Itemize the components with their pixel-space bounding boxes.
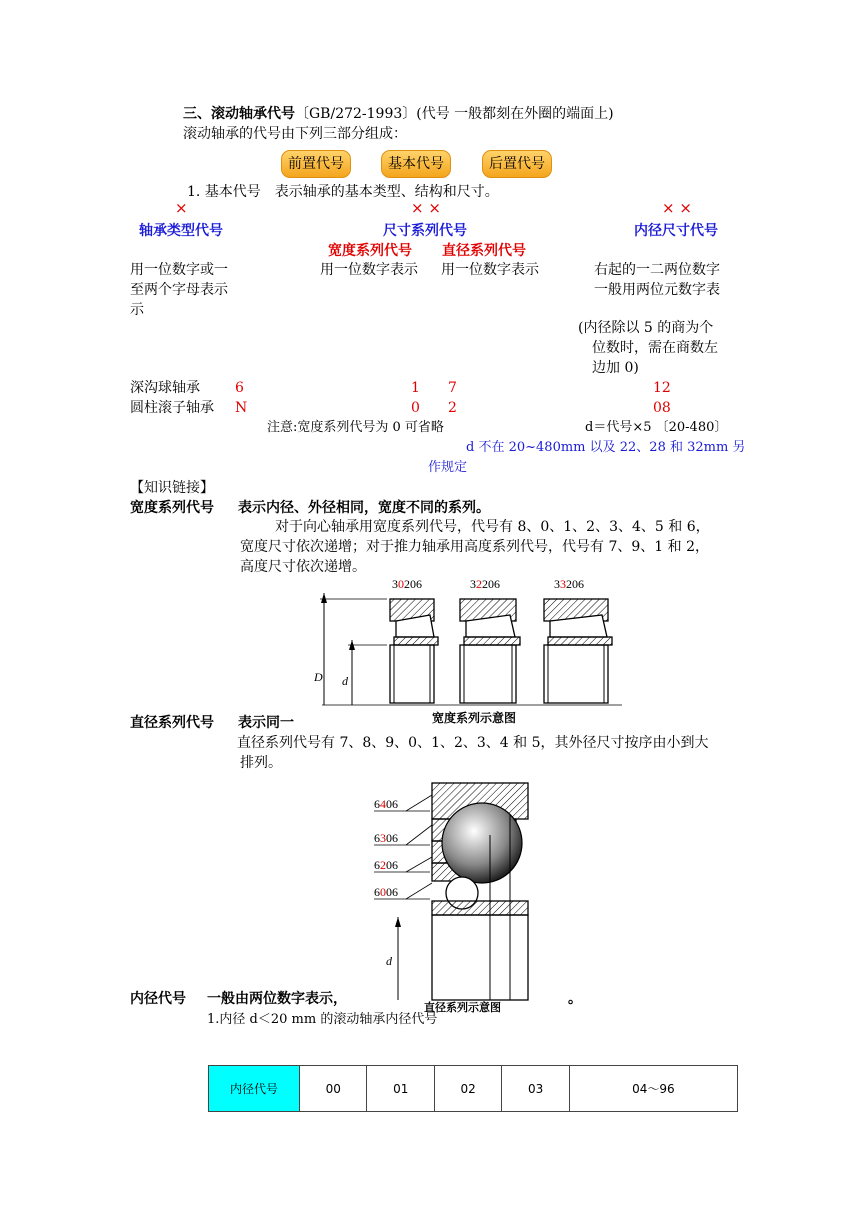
bearing-33206 xyxy=(544,599,612,703)
example-width: 1 xyxy=(411,380,420,396)
table-cell: 03 xyxy=(502,1066,569,1112)
bore-code-table xyxy=(208,1065,738,1112)
diameter-desc: 用一位数字表示 xyxy=(441,262,539,278)
bearing-30206 xyxy=(390,599,438,703)
width-figure-caption: 宽度系列示意图 xyxy=(432,711,517,725)
diameter-series-label: 直径系列代号 xyxy=(130,715,214,731)
example-name: 圆柱滚子轴承 xyxy=(130,400,214,416)
bore-code-label: 内径代号 xyxy=(130,991,186,1007)
diameter-figure-caption: 直径系列示意图 xyxy=(424,1001,501,1014)
diameter-code-3: 6206 xyxy=(374,858,398,872)
table-header-cell: 内径代号 xyxy=(209,1066,300,1112)
basic-code-box: 基本代号 xyxy=(381,150,451,178)
width-code-title: 宽度系列代号 xyxy=(328,243,412,259)
bearing-32206 xyxy=(460,599,520,703)
outer-diameter-label: D xyxy=(314,670,323,684)
type-desc-1: 用一位数字或一 xyxy=(130,262,228,278)
size-code-title: 尺寸系列代号 xyxy=(383,223,467,239)
example-type: 6 xyxy=(235,380,244,396)
diameter-series-body-2: 排列。 xyxy=(240,755,282,771)
example-diameter: 7 xyxy=(448,380,457,396)
table-row xyxy=(209,1066,738,1112)
bore-note-2: 位数时，需在商数左 xyxy=(592,340,718,356)
suffix-code-box: 后置代号 xyxy=(482,150,552,178)
diameter-code-2: 6306 xyxy=(374,831,398,845)
section-heading-standard: 〔GB/272-1993〕(代号 一般都刻在外圈的端面上) xyxy=(295,106,614,122)
bore-diameter-label: d xyxy=(386,954,392,968)
width-desc: 用一位数字表示 xyxy=(320,262,418,278)
width-code-3: 33206 xyxy=(554,577,584,591)
type-mark: × xyxy=(175,199,188,217)
example-name: 深沟球轴承 xyxy=(130,380,200,396)
bore-code-tail: 。 xyxy=(568,991,582,1007)
type-code-title: 轴承类型代号 xyxy=(139,223,223,239)
example-bore: 08 xyxy=(653,400,671,416)
width-series-figure xyxy=(312,575,632,730)
bore-desc-1: 右起的一二两位数字 xyxy=(594,262,720,278)
diameter-series-figure xyxy=(370,775,540,1015)
table-cell: 04～96 xyxy=(569,1066,737,1112)
diameter-series-body-1: 直径系列代号有 7、8、9、0、1、2、3、4 和 5，其外径尺寸按序由小到大 xyxy=(237,735,709,751)
bore-code-lead: 一般由两位数字表示， xyxy=(207,991,347,1007)
type-desc-3: 示 xyxy=(130,302,144,318)
bore-code-title: 内径尺寸代号 xyxy=(634,223,718,239)
example-type: N xyxy=(235,400,248,416)
bore-note-3: 边加 0) xyxy=(592,360,639,376)
size-mark: × × xyxy=(411,199,441,217)
example-width: 0 xyxy=(411,400,420,416)
width-code-1: 30206 xyxy=(392,577,422,591)
bore-mark: × × xyxy=(662,199,692,217)
diameter-code-1: 6406 xyxy=(374,797,398,811)
bore-note-1: (内径除以 5 的商为个 xyxy=(578,320,714,336)
width-series-body-3: 高度尺寸依次递增。 xyxy=(240,559,366,575)
basic-code-line: 1. 基本代号 表示轴承的基本类型、结构和尺寸。 xyxy=(187,184,499,200)
knowledge-link-title: 【知识链接】 xyxy=(130,480,214,496)
width-series-body-1: 对于向心轴承用宽度系列代号，代号有 8、0、1、2、3、4、5 和 6， xyxy=(275,519,710,535)
inner-diameter-label: d xyxy=(342,674,348,688)
diameter-series-lead: 表示同一 xyxy=(238,715,294,731)
table-cell: 02 xyxy=(434,1066,501,1112)
bore-special-note-1: d 不在 20~480mm 以及 22、28 和 32mm 另 xyxy=(466,440,746,455)
bore-code-sub: 1.内径 d＜20 mm 的滚动轴承内径代号 xyxy=(207,1012,438,1027)
example-diameter: 2 xyxy=(448,400,457,416)
bore-desc-2: 一般用两位元数字表 xyxy=(594,282,720,298)
bore-special-note-2: 作规定 xyxy=(428,460,468,475)
width-series-body-2: 宽度尺寸依次递增；对于推力轴承用高度系列代号，代号有 7、9、1 和 2， xyxy=(240,539,709,555)
section-heading xyxy=(183,104,614,124)
table-cell: 01 xyxy=(367,1066,434,1112)
width-code-2: 32206 xyxy=(470,577,500,591)
table-cell: 00 xyxy=(300,1066,367,1112)
type-desc-2: 至两个字母表示 xyxy=(130,282,228,298)
diameter-code-title: 直径系列代号 xyxy=(442,243,526,259)
bore-formula: d＝代号×5 〔20-480〕 xyxy=(585,420,728,435)
width-series-label: 宽度系列代号 xyxy=(130,500,214,516)
intro-text: 滚动轴承的代号由下列三部分组成： xyxy=(183,126,407,142)
prefix-code-box: 前置代号 xyxy=(281,150,351,178)
width-series-lead: 表示内径、外径相同，宽度不同的系列。 xyxy=(238,500,490,516)
diameter-code-4: 6006 xyxy=(374,885,398,899)
example-bore: 12 xyxy=(653,380,671,396)
section-heading-title: 三、滚动轴承代号 xyxy=(183,106,295,122)
width-omit-note: 注意:宽度系列代号为 0 可省略 xyxy=(267,420,444,435)
